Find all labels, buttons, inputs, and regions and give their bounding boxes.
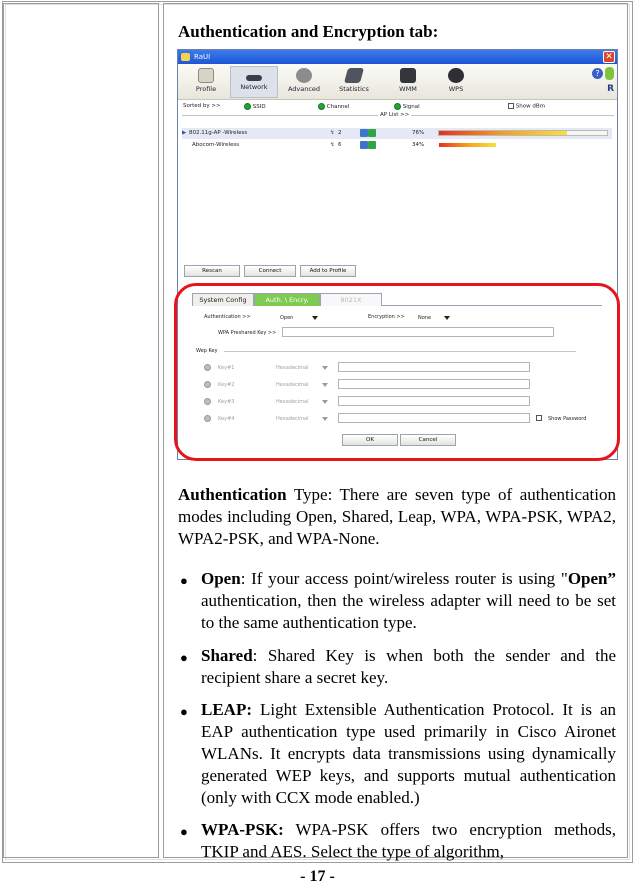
tab-auth-encry[interactable]: Auth. \ Encry. <box>254 293 320 306</box>
channel-icon: ↯ <box>330 130 335 136</box>
toolbar-profile-label: Profile <box>195 85 217 93</box>
key-format-select[interactable]: Hexadecimal <box>276 416 309 422</box>
bullet-wpa-psk <box>201 819 616 863</box>
ap-ssid: Abocom-Wireless <box>192 142 240 148</box>
network-icon <box>246 75 262 81</box>
bullet-text: Light Extensible Authentication Protocol. It is an EAP authentication type used primarily in Cisco Aironet WLANs. It encrypts data transmissions using dynamically generated WEP keys, and supports mutual authentication (only with CCX mode enabled.) <box>201 700 616 807</box>
sort-ssid-label: SSID <box>252 104 266 110</box>
toolbar-wmm[interactable] <box>384 66 432 98</box>
key-label: Key#2 <box>218 382 235 388</box>
toolbar-wps[interactable] <box>432 66 480 98</box>
ap-row[interactable] <box>182 140 612 151</box>
empty-left-cell <box>3 3 159 858</box>
key-label: Key#1 <box>218 365 235 371</box>
sort-bar <box>178 101 618 112</box>
signal-bar-fill <box>439 131 567 135</box>
ap-buttons <box>182 265 614 280</box>
wps-icon <box>448 68 464 83</box>
ap-row[interactable] <box>182 128 612 139</box>
toolbar-statistics[interactable] <box>330 66 378 98</box>
ap-signal: 34% <box>412 142 425 148</box>
encryption-select[interactable]: None <box>418 315 432 321</box>
gears-icon <box>296 68 312 83</box>
sort-channel-radio[interactable] <box>318 103 349 110</box>
key-label: Key#3 <box>218 399 235 405</box>
bullet-text: : If your access point/wireless router is using " <box>240 569 568 588</box>
app-icon <box>181 53 190 61</box>
connect-button[interactable]: Connect <box>244 265 296 277</box>
ap-signal: 76% <box>412 130 425 136</box>
bullet-text: WPA-PSK offers two encryption methods, TKIP and AES. Select the type of algorithm, <box>201 820 616 861</box>
802-11b-icon <box>360 129 368 137</box>
intro-text: Type: There are seven type of authentication modes including Open, Shared, Leap, WPA, WPA-PSK, WPA2, WPA2-PSK, and WPA-None. <box>178 485 616 548</box>
key-label: Key#4 <box>218 416 235 422</box>
toolbar-statistics-label: Statistics <box>339 85 369 93</box>
ap-ssid: 802.11g-AP -Wireless <box>189 130 248 136</box>
bullet-icon: ● <box>180 704 188 719</box>
bullet-text: : Shared Key is when both the sender and the recipient share a secret key. <box>201 646 616 687</box>
profile-icon <box>198 68 214 83</box>
ap-channel: 2 <box>338 130 342 136</box>
key-format-select[interactable]: Hexadecimal <box>276 399 309 405</box>
statistics-icon <box>344 68 364 83</box>
show-dbm-label: Show dBm <box>515 103 545 110</box>
tab-system-config[interactable]: System Config <box>192 293 254 306</box>
bullet-shared <box>201 645 616 689</box>
bullet-term: WPA-PSK: <box>201 820 284 839</box>
signal-bar-fill <box>439 143 496 147</box>
radio-icon <box>394 103 401 110</box>
signal-bar <box>438 142 608 148</box>
window-title: RaUI <box>194 53 211 61</box>
auth-label: Authentication >> <box>204 314 251 320</box>
auth-select[interactable]: Open <box>280 315 294 321</box>
sort-signal-label: Signal <box>402 104 420 110</box>
bullet-term: Open <box>201 569 241 588</box>
help-icon[interactable]: ? <box>592 68 603 79</box>
toolbar-profile[interactable] <box>182 66 230 98</box>
toolbar-network[interactable] <box>230 66 278 98</box>
section-heading: Authentication and Encryption tab: <box>178 22 439 41</box>
sort-channel-label: Channel <box>326 104 350 110</box>
ap-channel: 6 <box>338 142 342 148</box>
toolbar-wmm-label: WMM <box>399 85 417 93</box>
encryption-label: Encryption >> <box>368 314 405 320</box>
bullet-icon: ● <box>180 573 188 588</box>
toolbar <box>178 64 617 100</box>
signal-bar <box>438 130 608 136</box>
wmm-icon <box>400 68 416 83</box>
sort-ssid-radio[interactable] <box>244 103 266 110</box>
rescan-button[interactable]: Rescan <box>184 265 240 277</box>
bullet-term: Shared <box>201 646 253 665</box>
window-titlebar <box>178 50 617 64</box>
bullet-term: LEAP: <box>201 700 252 719</box>
radio-selected-icon <box>244 103 251 110</box>
wpa-key-label: WPA Preshared Key >> <box>218 330 277 336</box>
radio-icon <box>318 103 325 110</box>
sort-signal-radio[interactable] <box>394 103 420 110</box>
highlight-ring <box>174 283 620 461</box>
toolbar-advanced-label: Advanced <box>287 85 321 93</box>
show-password-label: Show Password <box>548 416 587 422</box>
802-11b-icon <box>360 141 368 149</box>
802-11g-icon <box>368 129 376 137</box>
brand-logo-icon <box>605 67 614 80</box>
sort-label: Sorted by >> <box>183 103 221 109</box>
bullet-icon: ● <box>180 824 188 839</box>
ok-button[interactable]: OK <box>342 434 398 446</box>
close-icon[interactable]: ✕ <box>603 51 615 63</box>
show-dbm-checkbox[interactable] <box>508 103 545 110</box>
key-format-select[interactable]: Hexadecimal <box>276 382 309 388</box>
ap-list-label: AP List >> <box>380 112 410 118</box>
bullet-text: authentication, then the wireless adapter will need to be set to the same authentication type. <box>201 591 616 632</box>
intro-paragraph <box>178 484 616 550</box>
toolbar-advanced[interactable] <box>280 66 328 98</box>
ralink-logo: R <box>607 84 614 94</box>
cancel-button[interactable]: Cancel <box>400 434 456 446</box>
channel-icon: ↯ <box>330 142 335 148</box>
toolbar-wps-label: WPS <box>448 85 464 93</box>
checkbox-icon <box>508 103 514 109</box>
bullet-leap <box>201 699 616 809</box>
802-11g-icon <box>368 141 376 149</box>
key-format-select[interactable]: Hexadecimal <box>276 365 309 371</box>
add-to-profile-button[interactable]: Add to Profile <box>300 265 356 277</box>
intro-term: Authentication <box>178 485 287 504</box>
page-number: - 17 - <box>300 868 335 885</box>
selected-arrow-icon: ▶ <box>182 130 187 136</box>
bullet-open <box>201 568 616 634</box>
toolbar-network-label: Network <box>240 83 268 91</box>
wep-key-label: Wep Key <box>196 348 218 354</box>
bullet-term: Open” <box>567 569 616 588</box>
tab-8021x[interactable]: 8021X <box>320 293 382 306</box>
bullet-icon: ● <box>180 650 188 665</box>
